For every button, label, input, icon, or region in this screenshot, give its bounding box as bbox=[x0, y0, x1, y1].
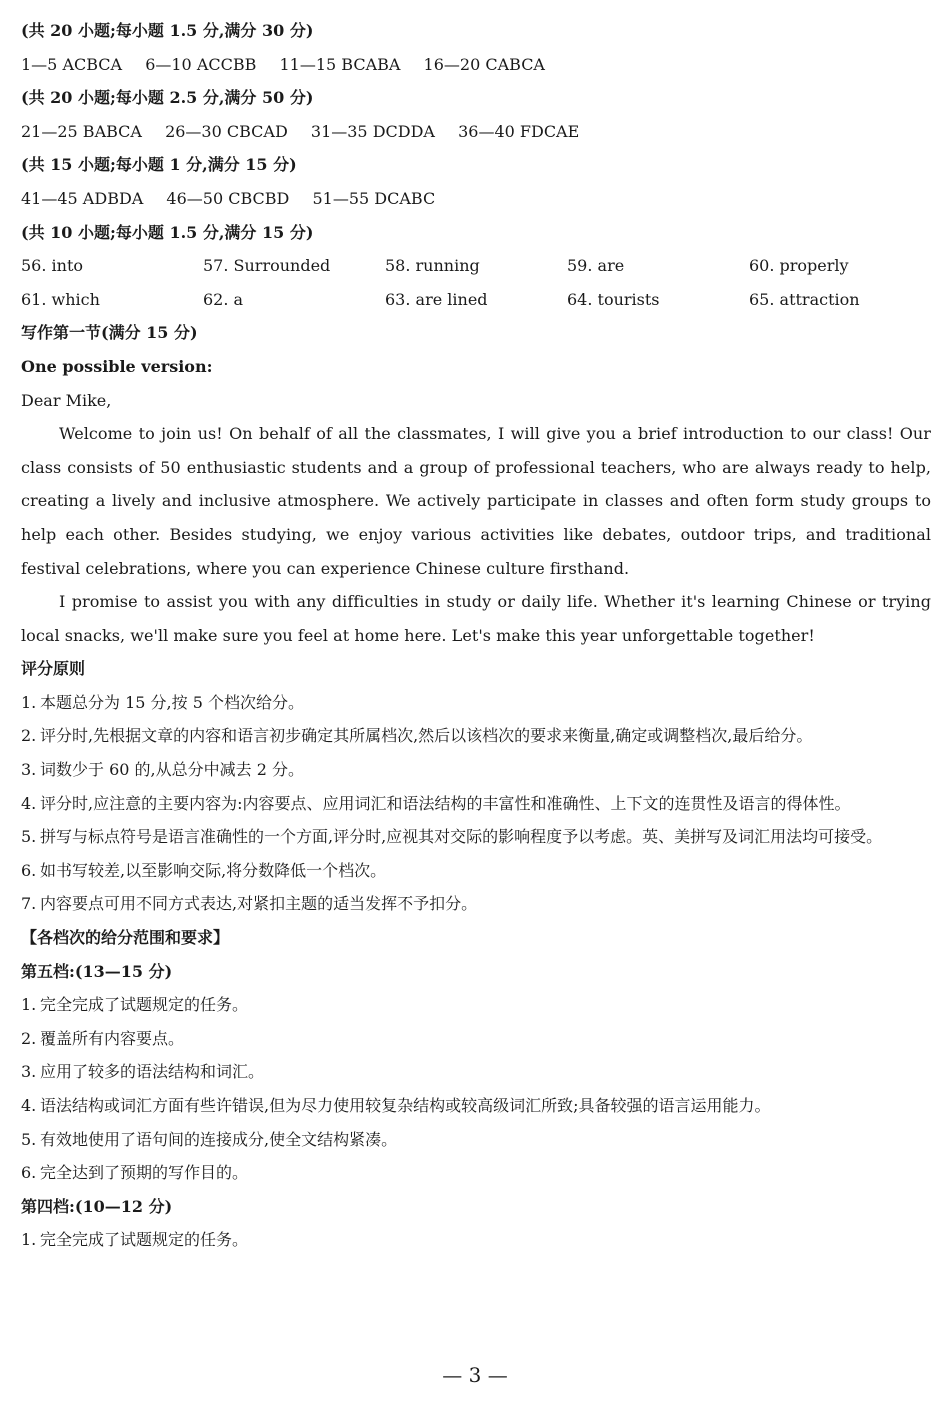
answer-item: 63. are lined bbox=[385, 289, 488, 309]
item-text: 覆盖所有内容要点。 bbox=[40, 1028, 185, 1048]
item-number: 7. bbox=[21, 894, 37, 914]
essay-paragraph-1: Welcome to join us! On behalf of all the classmates, I will give you a brief introduction to our class! Our class consists of 50 enthusiastic students and a group of professional teachers, who are always ready to help, creating a lively and inclusive atmosphere. We actively participate in classes and often form study groups to help each other. Besides studying, we enjoy various activities like debates, outdoor trips, and traditional festival celebrations, where you can experience Chinese culture firsthand. bbox=[21, 424, 931, 578]
answer-group: 6—10 ACCBB bbox=[145, 54, 257, 74]
answer-item: 60. properly bbox=[749, 256, 849, 276]
section3-answers bbox=[21, 182, 931, 216]
answer-item: 64. tourists bbox=[567, 289, 660, 309]
item-text: 词数少于 60 的,从总分中减去 2 分。 bbox=[40, 760, 304, 780]
item-number: 2. bbox=[21, 726, 37, 746]
item-text: 内容要点可用不同方式表达,对紧扣主题的适当发挥不予扣分。 bbox=[40, 894, 478, 914]
list-item bbox=[21, 1055, 931, 1089]
list-item bbox=[21, 753, 931, 787]
answer-group: 36—40 FDCAE bbox=[458, 121, 580, 141]
answer-group: 11—15 BCABA bbox=[279, 54, 401, 74]
item-text: 完全完成了试题规定的任务。 bbox=[40, 1230, 249, 1250]
level5-title: 第五档:(13—15 分) bbox=[21, 961, 173, 981]
item-text: 本题总分为 15 分,按 5 个档次给分。 bbox=[40, 692, 304, 712]
section4-row1 bbox=[21, 249, 931, 283]
writing-header: 写作第一节(满分 15 分) bbox=[21, 323, 198, 343]
answer-item: 58. running bbox=[385, 256, 480, 276]
item-number: 5. bbox=[21, 1129, 37, 1149]
answer-group: 26—30 CBCAD bbox=[165, 121, 288, 141]
section4-header: (共 10 小题;每小题 1.5 分,满分 15 分) bbox=[21, 222, 314, 242]
answer-item: 59. are bbox=[567, 256, 625, 276]
item-text: 评分时,应注意的主要内容为:内容要点、应用词汇和语法结构的丰富性和准确性、上下文的连贯性及语言的得体性。 bbox=[40, 793, 851, 813]
item-number: 4. bbox=[21, 793, 37, 813]
item-text: 应用了较多的语法结构和词汇。 bbox=[40, 1062, 265, 1082]
item-text: 评分时,先根据文章的内容和语言初步确定其所属档次,然后以该档次的要求来衡量,确定或调整档次,最后给分。 bbox=[40, 726, 813, 746]
item-text: 如书写较差,以至影响交际,将分数降低一个档次。 bbox=[40, 860, 387, 880]
list-item bbox=[21, 719, 931, 753]
grading-title: 评分原则 bbox=[21, 659, 86, 679]
answer-item: 65. attraction bbox=[749, 289, 860, 309]
item-number: 3. bbox=[21, 1062, 37, 1082]
answer-group: 46—50 CBCBD bbox=[166, 188, 290, 208]
answer-item: 57. Surrounded bbox=[203, 256, 331, 276]
item-text: 完全完成了试题规定的任务。 bbox=[40, 995, 249, 1015]
list-item bbox=[21, 787, 931, 821]
item-number: 3. bbox=[21, 760, 37, 780]
list-item bbox=[21, 686, 931, 720]
answer-group: 21—25 BABCA bbox=[21, 121, 142, 141]
version-label: One possible version: bbox=[21, 356, 213, 376]
item-number: 2. bbox=[21, 1028, 37, 1048]
level4-title: 第四档:(10—12 分) bbox=[21, 1196, 173, 1216]
item-text: 拼写与标点符号是语言准确性的一个方面,评分时,应视其对交际的影响程度予以考虑。英、美拼写及词汇用法均可接受。 bbox=[40, 827, 883, 847]
list-item bbox=[21, 820, 931, 854]
item-number: 1. bbox=[21, 995, 37, 1015]
section3-header: (共 15 小题;每小题 1 分,满分 15 分) bbox=[21, 155, 297, 175]
list-item bbox=[21, 1223, 931, 1257]
answer-item: 61. which bbox=[21, 289, 100, 309]
item-number: 6. bbox=[21, 1163, 37, 1183]
item-text: 语法结构或词汇方面有些许错误,但为尽力使用较复杂结构或较高级词汇所致;具备较强的语言运用能力。 bbox=[40, 1096, 771, 1115]
section2-answers bbox=[21, 115, 931, 149]
item-number: 1. bbox=[21, 1230, 37, 1250]
item-number: 4. bbox=[21, 1096, 37, 1115]
answer-key-page bbox=[21, 14, 931, 1257]
page-number: — 3 — bbox=[442, 1363, 508, 1387]
list-item bbox=[21, 988, 931, 1022]
salutation: Dear Mike, bbox=[21, 390, 112, 410]
answer-group: 16—20 CABCA bbox=[423, 54, 545, 74]
list-item bbox=[21, 1156, 931, 1190]
answer-group: 41—45 ADBDA bbox=[21, 188, 144, 208]
item-text: 有效地使用了语句间的连接成分,使全文结构紧凑。 bbox=[40, 1129, 398, 1149]
list-item bbox=[21, 887, 931, 921]
list-item bbox=[21, 854, 931, 888]
item-number: 1. bbox=[21, 692, 37, 712]
list-item bbox=[21, 1089, 931, 1123]
item-text: 完全达到了预期的写作目的。 bbox=[40, 1163, 249, 1183]
item-number: 6. bbox=[21, 860, 37, 880]
levels-title: 【各档次的给分范围和要求】 bbox=[21, 928, 230, 948]
essay-paragraph-2: I promise to assist you with any difficulties in study or daily life. Whether it's learning Chinese or trying local snacks, we'll make sure you feel at home here. Let's make this year unforgettable together! bbox=[21, 592, 931, 645]
answer-group: 1—5 ACBCA bbox=[21, 54, 123, 74]
section2-header: (共 20 小题;每小题 2.5 分,满分 50 分) bbox=[21, 88, 314, 108]
section1-header: (共 20 小题;每小题 1.5 分,满分 30 分) bbox=[21, 21, 314, 40]
section4-row2 bbox=[21, 283, 931, 317]
list-item bbox=[21, 1022, 931, 1056]
list-item bbox=[21, 1123, 931, 1157]
section1-answers bbox=[21, 48, 931, 82]
answer-item: 62. a bbox=[203, 289, 244, 309]
answer-group: 31—35 DCDDA bbox=[310, 121, 435, 141]
answer-group: 51—55 DCABC bbox=[312, 188, 436, 208]
item-number: 5. bbox=[21, 827, 37, 847]
answer-item: 56. into bbox=[21, 256, 84, 276]
